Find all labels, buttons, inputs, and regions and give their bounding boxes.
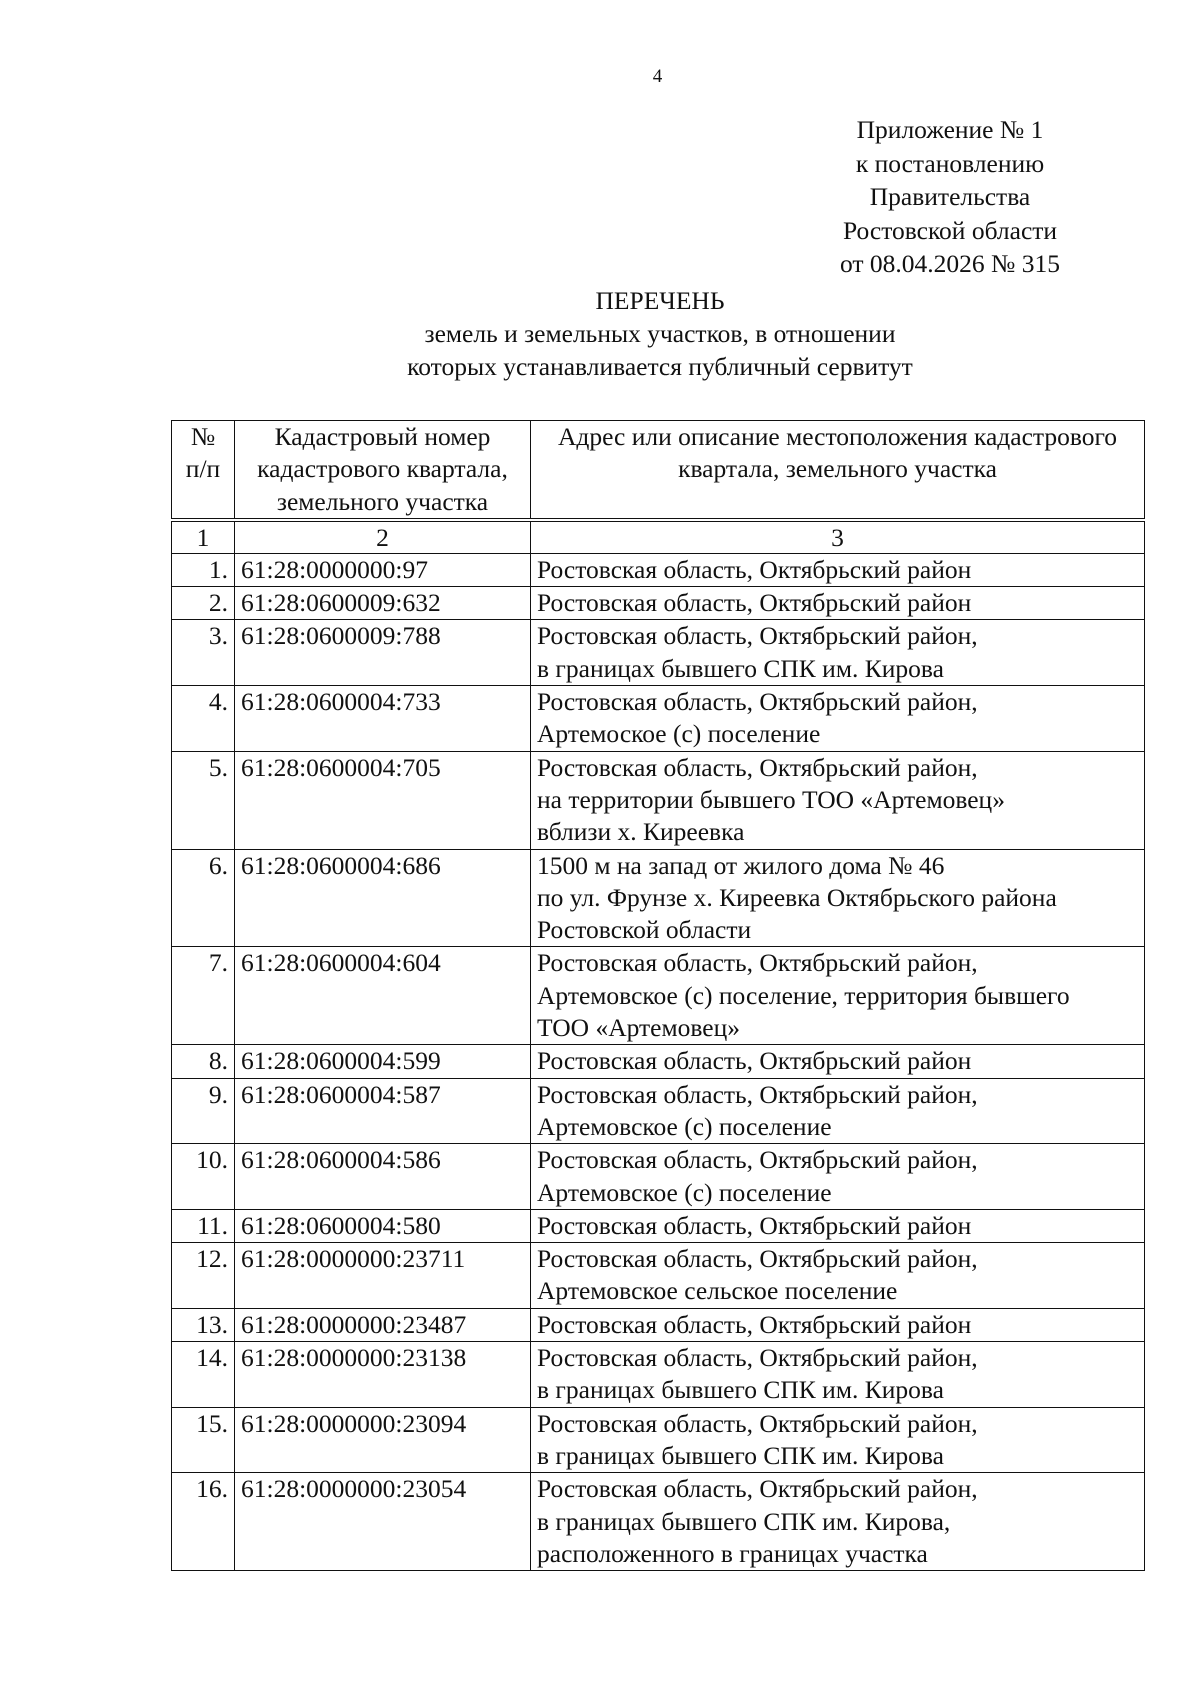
table-row [172,620,1145,686]
row-number: 15. [172,1407,235,1473]
cadastral-number: 61:28:0600004:686 [235,849,531,947]
cadastral-number: 61:28:0000000:23094 [235,1407,531,1473]
appendix-line: к постановлению [855,148,1045,178]
column-numbers-row [172,520,1145,554]
table-row [172,1473,1145,1571]
table-row [172,1209,1145,1242]
column-number: 3 [531,520,1145,554]
appendix-line: от 08.04.2026 № 315 [839,249,1060,278]
row-number: 7. [172,947,235,1045]
cadastral-number: 61:28:0600004:586 [235,1144,531,1210]
table-row [172,686,1145,752]
table-header-row [172,421,1145,520]
cadastral-number: 61:28:0000000:23138 [235,1342,531,1408]
row-number: 10. [172,1144,235,1210]
table-row [172,587,1145,620]
address-cell: Ростовская область, Октябрьский район, Артемовское сельское поселение [531,1243,1145,1309]
cadastral-number: 61:28:0600004:733 [235,686,531,752]
header-address: Адрес или описание местоположения кадастрового квартала, земельного участка [531,421,1145,520]
address-cell: Ростовская область, Октябрьский район, Артемоское (с) поселение [531,686,1145,752]
title-subtitle-line: которых устанавливается публичный сервитут [407,352,913,381]
table-row [172,751,1145,849]
title-subtitle-line: земель и земельных участков, в отношении [424,319,896,348]
address-cell: Ростовская область, Октябрьский район, Артемовское (с) поселение, территория бывшего ТОО «Артемовец» [531,947,1145,1045]
row-number: 2. [172,587,235,620]
cadastral-number: 61:28:0000000:97 [235,553,531,586]
row-number: 13. [172,1308,235,1341]
appendix-line: Правительства [869,182,1031,211]
address-cell: Ростовская область, Октябрьский район [531,553,1145,586]
address-cell: Ростовская область, Октябрьский район [531,1308,1145,1341]
cadastral-number: 61:28:0600004:580 [235,1209,531,1242]
address-cell: Ростовская область, Октябрьский район, в границах бывшего СПК им. Кирова [531,1407,1145,1473]
cadastral-number: 61:28:0600009:788 [235,620,531,686]
cadastral-number: 61:28:0000000:23711 [235,1243,531,1309]
row-number: 9. [172,1078,235,1144]
cadastral-number: 61:28:0600009:632 [235,587,531,620]
column-number: 1 [172,520,235,554]
address-cell: Ростовская область, Октябрьский район, Артемовское (с) поселение [531,1078,1145,1144]
address-cell: 1500 м на запад от жилого дома № 46 по ул. Фрунзе х. Киреевка Октябрьского района Ростовской области [531,849,1145,947]
table-row [172,1045,1145,1078]
row-number: 14. [172,1342,235,1408]
document-title [260,284,1060,383]
cadastral-number: 61:28:0600004:604 [235,947,531,1045]
address-cell: Ростовская область, Октябрьский район [531,1045,1145,1078]
address-cell: Ростовская область, Октябрьский район [531,1209,1145,1242]
row-number: 4. [172,686,235,752]
table-row [172,947,1145,1045]
table-row [172,1342,1145,1408]
row-number: 5. [172,751,235,849]
appendix-block [820,113,1080,281]
page-number: 4 [652,66,663,87]
table-row [172,1308,1145,1341]
table-row [172,1243,1145,1309]
table-row [172,1144,1145,1210]
table-row [172,1078,1145,1144]
column-number: 2 [235,520,531,554]
row-number: 6. [172,849,235,947]
table-row [172,1407,1145,1473]
cadastral-number: 61:28:0600004:599 [235,1045,531,1078]
land-plots-table [171,420,1145,1571]
row-number: 16. [172,1473,235,1571]
row-number: 3. [172,620,235,686]
appendix-line: Приложение № 1 [856,115,1044,144]
appendix-line: Ростовской области [842,215,1058,245]
address-cell: Ростовская область, Октябрьский район, в границах бывшего СПК им. Кирова [531,620,1145,686]
header-cadastral: Кадастровый номер кадастрового квартала, земельного участка [235,421,531,520]
table-row [172,553,1145,586]
row-number: 12. [172,1243,235,1309]
cadastral-number: 61:28:0600004:705 [235,751,531,849]
row-number: 8. [172,1045,235,1078]
cadastral-number: 61:28:0000000:23054 [235,1473,531,1571]
header-num: № п/п [172,421,235,520]
row-number: 11. [172,1209,235,1242]
address-cell: Ростовская область, Октябрьский район, в границах бывшего СПК им. Кирова, расположенного в границах участка [531,1473,1145,1571]
title-heading: ПЕРЕЧЕНЬ [595,286,725,315]
address-cell: Ростовская область, Октябрьский район, Артемовское (с) поселение [531,1144,1145,1210]
address-cell: Ростовская область, Октябрьский район, в границах бывшего СПК им. Кирова [531,1342,1145,1408]
cadastral-number: 61:28:0600004:587 [235,1078,531,1144]
row-number: 1. [172,553,235,586]
cadastral-number: 61:28:0000000:23487 [235,1308,531,1341]
address-cell: Ростовская область, Октябрьский район [531,587,1145,620]
address-cell: Ростовская область, Октябрьский район, на территории бывшего ТОО «Артемовец» вблизи х. Киреевка [531,751,1145,849]
table-row [172,849,1145,947]
